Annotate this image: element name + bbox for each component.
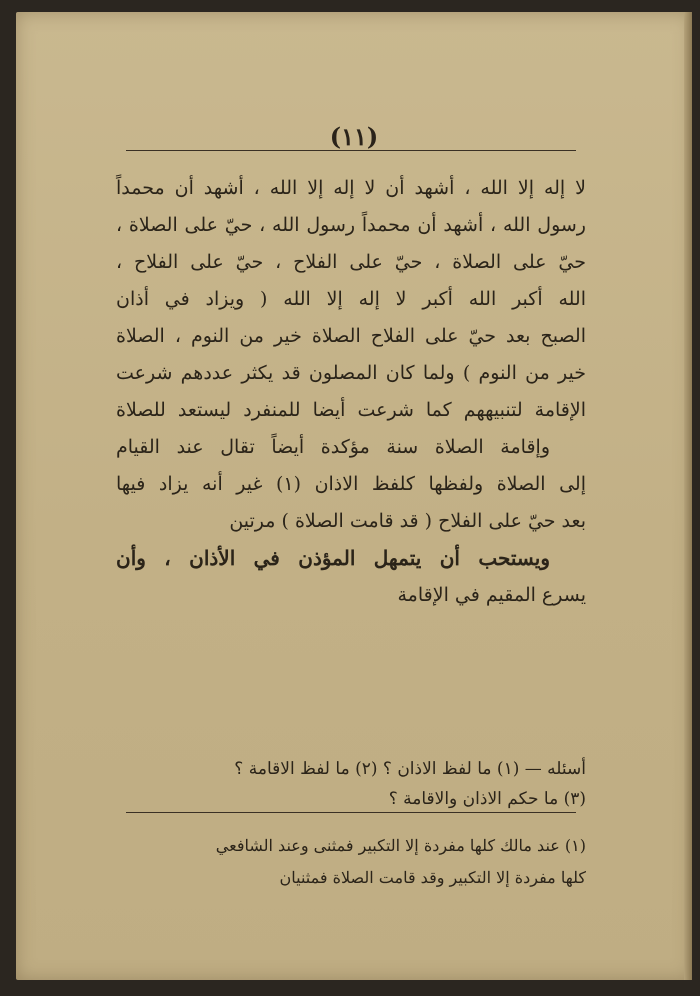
footnote-line: كلها مفردة إلا التكبير وقد قامت الصلاة فمثنيان xyxy=(279,868,586,887)
text-line: بعد حيّ على الفلاح ( قد قامت الصلاة ) مرتين xyxy=(229,510,586,532)
main-text xyxy=(116,170,586,614)
text-line: ويستحب أن يتمهل المؤذن في الأذان ، وأن xyxy=(116,546,550,570)
question-line: (٣) ما حكم الاذان والاقامة ؟ xyxy=(388,789,586,809)
text-line: وإقامة الصلاة سنة مؤكدة أيضاً تقال عند القيام xyxy=(116,436,550,458)
text-line: إلى الصلاة ولفظها كلفظ الاذان (١) غير أنه يزاد فيها xyxy=(116,473,586,495)
text-line: حيّ على الصلاة ، حيّ على الفلاح ، حيّ على الفلاح ، xyxy=(116,251,586,273)
header-rule xyxy=(126,150,576,151)
footnote-rule xyxy=(126,812,576,813)
footnote xyxy=(116,830,586,894)
page-spine-edge xyxy=(684,12,692,980)
text-line: خير من النوم ) ولما كان المصلون قد يكثر عددهم شرعت xyxy=(116,362,586,384)
text-line: يسرع المقيم في الإقامة xyxy=(397,584,586,606)
page-number: (١١) xyxy=(329,122,379,151)
text-line: لا إله إلا الله ، أشهد أن لا إله إلا الله ، أشهد أن محمداً xyxy=(116,177,586,199)
question-line: أسئله — (١) ما لفظ الاذان ؟ (٢) ما لفظ الاقامة ؟ xyxy=(234,759,586,779)
text-line: رسول الله ، أشهد أن محمداً رسول الله ، حيّ على الصلاة ، xyxy=(116,214,586,236)
questions-section xyxy=(116,754,586,814)
footnote-line: (١) عند مالك كلها مفردة إلا التكبير فمثنى وعند الشافعي xyxy=(215,836,586,855)
text-line: الصبح بعد حيّ على الفلاح الصلاة خير من النوم ، الصلاة xyxy=(116,325,586,347)
text-line: الإقامة لتنبيههم كما شرعت أيضا للمنفرد ليستعد للصلاة xyxy=(116,399,586,421)
book-page xyxy=(16,12,692,980)
text-line: الله أكبر الله أكبر لا إله إلا الله ( ويزاد في أذان xyxy=(116,288,586,310)
